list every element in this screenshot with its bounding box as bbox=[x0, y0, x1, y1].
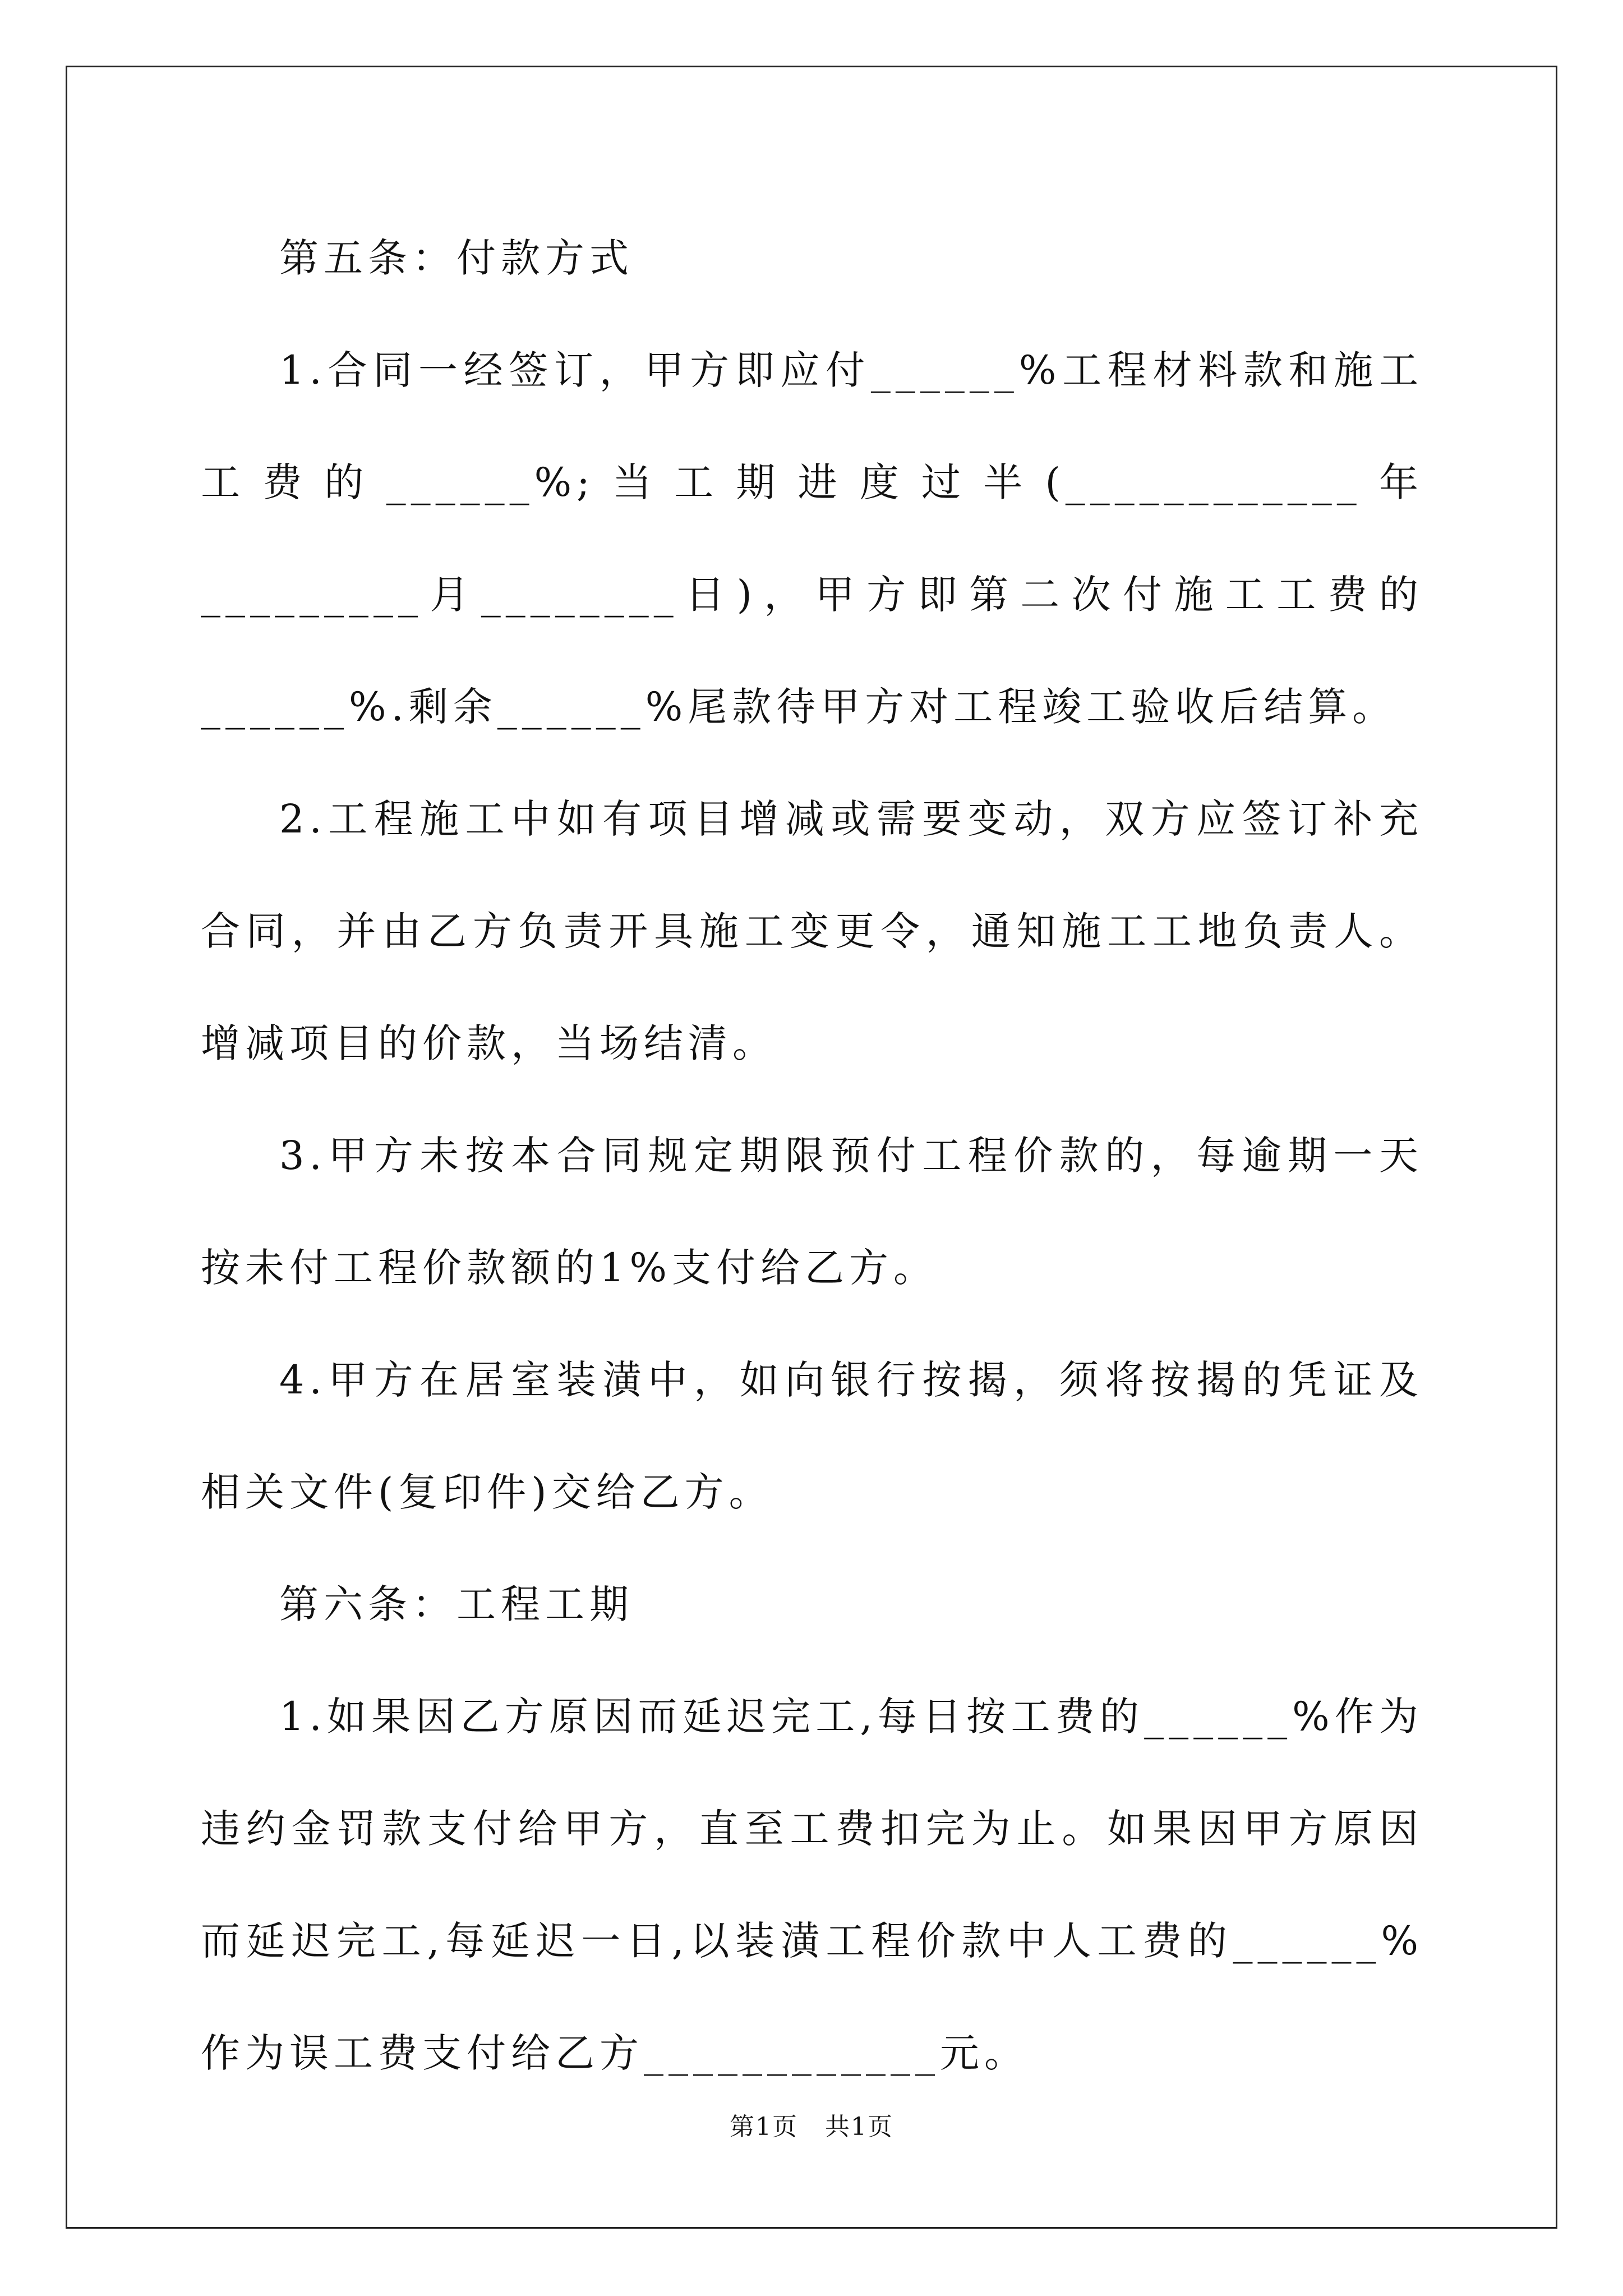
page-total: 共1页 bbox=[824, 2113, 893, 2141]
paragraph-payment-3: 3.甲方未按本合同规定期限预付工程价款的，每逾期一天按未付工程价款额的1%支付给乙方。 bbox=[201, 1133, 1423, 1291]
paragraph-payment-4: 4.甲方在居室装潢中，如向银行按揭，须将按揭的凭证及相关文件(复印件)交给乙方。 bbox=[201, 1357, 1423, 1515]
paragraph-payment-1: 1.合同一经签订，甲方即应付______%工程材料款和施工工费的______%;当工期进度过半(____________年_________月________日)，甲方即第二次付施工工费的______%.剩余______%尾款待甲方对工程竣工验收后结算。 bbox=[201, 347, 1423, 730]
page-footer bbox=[0, 2106, 1623, 2142]
section-heading-schedule: 第六条：工程工期 bbox=[279, 1581, 634, 1627]
document-body bbox=[201, 202, 1423, 2109]
page-number: 第1页 bbox=[730, 2113, 799, 2141]
section-heading-payment: 第五条：付款方式 bbox=[279, 235, 634, 281]
paragraph-payment-2: 2.工程施工中如有项目增减或需要变动，双方应签订补充合同，并由乙方负责开具施工变更令，通知施工工地负责人。增减项目的价款，当场结清。 bbox=[201, 796, 1423, 1066]
paragraph-schedule-1: 1.如果因乙方原因而延迟完工,每日按工费的______%作为违约金罚款支付给甲方，直至工费扣完为止。如果因甲方原因而延迟完工,每延迟一日,以装潢工程价款中人工费的______%作为误工费支付给乙方____________元。 bbox=[201, 1694, 1423, 2076]
